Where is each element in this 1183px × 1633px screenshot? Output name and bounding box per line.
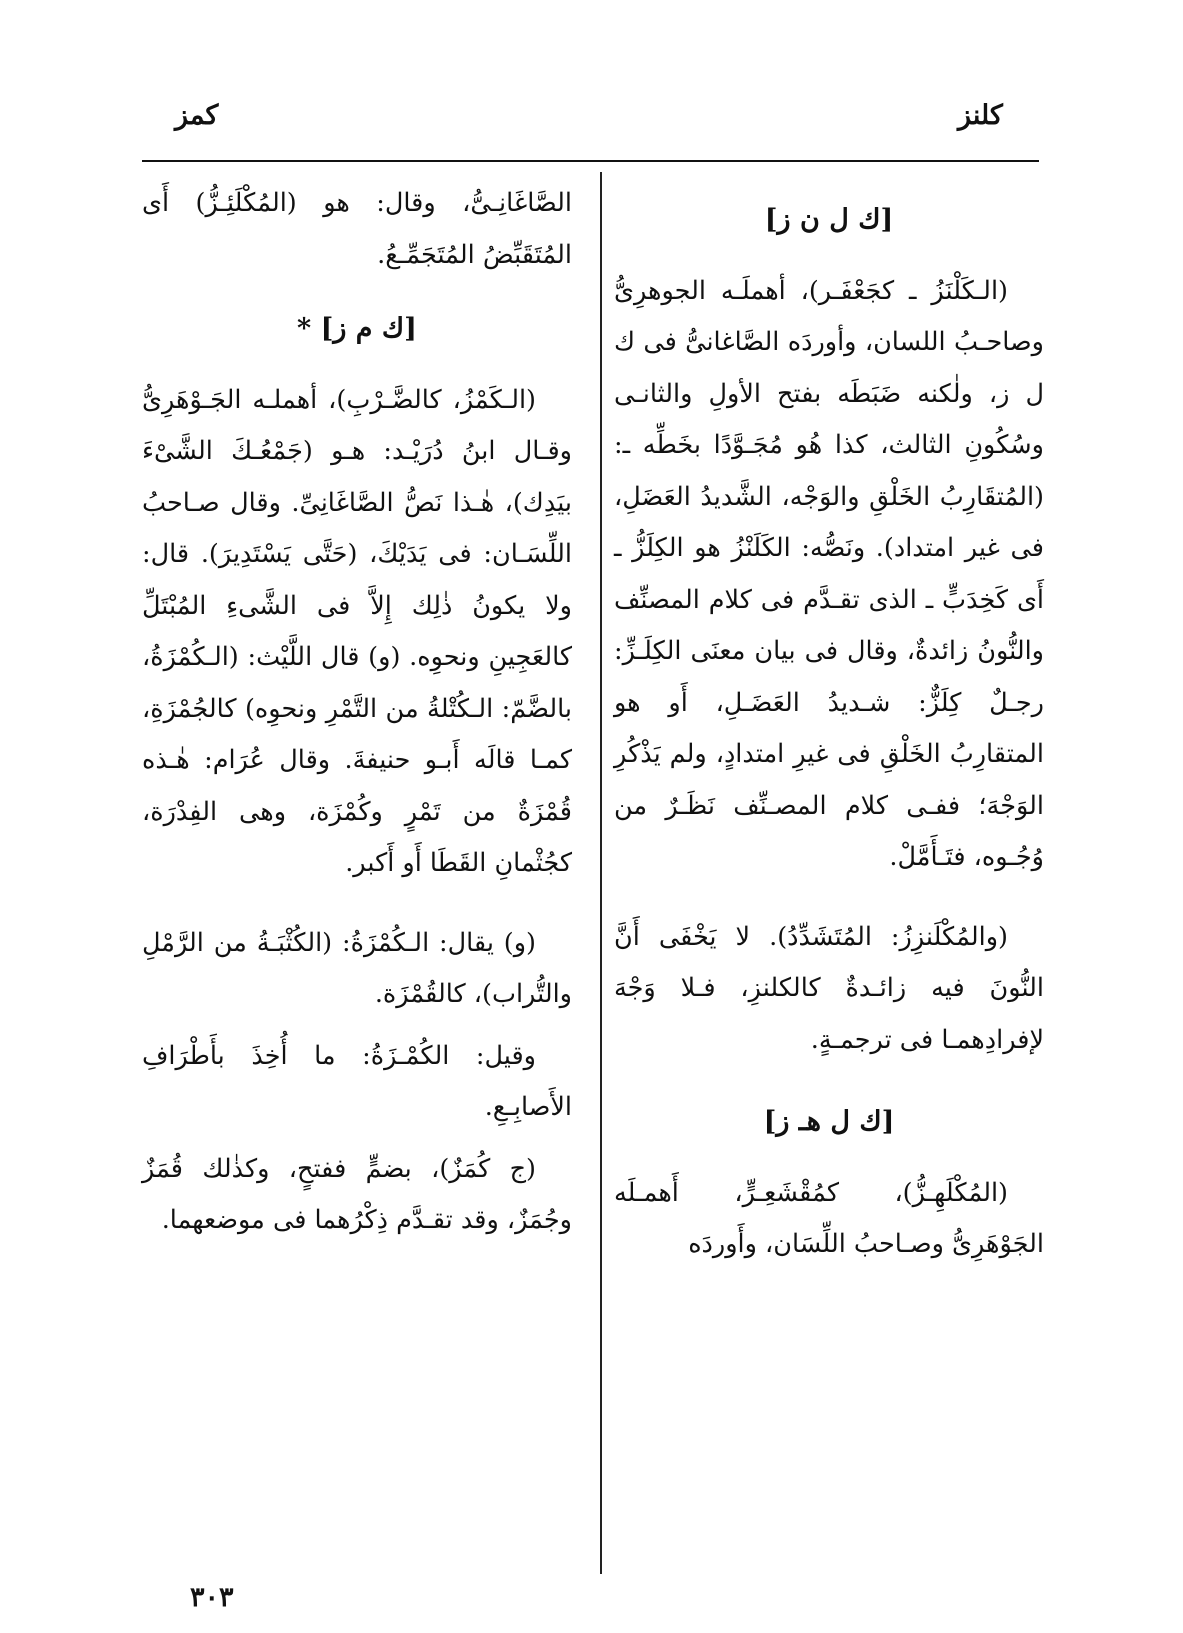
page-number: ٣٠٣ [190,1582,234,1613]
entry-paragraph: (و) يقال: الـكُمْزَةُ: (الكُثْبَـةُ من الرَّمْلِ والتُّراب)، كالقُمْزَة. [142,927,572,1009]
column-divider [600,172,602,1574]
entry-heading-klnz: [ك ل ن ز] [764,204,894,235]
entry-paragraph: (ج كُمَزٌ)، بضمٍّ ففتحٍ، وكذٰلك قُمَزٌ وجُمَزٌ، وقد تقـدَّم ذِكْرُهما فى موضعهما. [142,1153,572,1235]
running-head-right: كلنز [958,100,1003,131]
entry-heading-kmz: [ك م ز] * [297,313,417,344]
entry-paragraph-continued: الصَّاغَانِـىُّ، وقال: هو (المُكْلَئِـزُّ) أَى المُتَقَبِّضُ المُتَجَمِّـعُ. [142,188,572,270]
entry-paragraph: وقيل: الكُمْـزَةُ: ما أُخِذَ بأَطْرَافِ الأَصابِـعِ. [142,1040,572,1122]
entry-paragraph: (والمُكْلَنزِزُ: المُتَشَدِّدُ). لا يَخْفَى أَنَّ النُّونَ فيه زائـدةٌ كالكلنزِ، فـلا وَجْهَ لإفرادِهمـا فى ترجمـةٍ. [614,921,1044,1055]
left-column [142,178,572,1247]
entry-heading-klhz: [ك ل هـ ز] [763,1106,895,1137]
running-head-left: كمز [175,100,219,131]
entry-paragraph: (المُكْلَهِـزُّ)، كمُقْشَعِـرٍّ، أَهمـلَه الجَوْهَرِىُّ وصـاحبُ اللِّسَان، وأَوردَه [614,1177,1044,1259]
right-column [614,178,1044,1271]
entry-paragraph: (الـكَلْنَزُ ـ كجَعْفَـر)، أهملَـه الجوهرِىُّ وصاحـبُ اللسان، وأوردَه الصَّاغانىُّ فى ك ل ز، ولٰكنه ضَبَطَه بفتح الأولِ والثانـى وسُكُونِ الثالث، كذا هُو مُجَـوَّدًا بخَطِّه ـ: (المُتقَارِبُ الخَلْقِ والوَجْه، الشَّديدُ العَضَلِ، فى غير امتداد). ونَصُّه: الكَلَنْزُ هو الكِلَزُّ ـ أَى كَخِدَبٍّ ـ الذى تقـدَّم فى كلام المصنِّف والنُّونُ زائدةٌ، وقال فى بيان معنَى الكِلَـزِّ: رجـلٌ كِلَزٌّ: شـديدُ العَضَـلِ، أَو هو المتقارِبُ الخَلْقِ فى غيرِ امتدادٍ، ولم يَذْكُرِ الوَجْهَ؛ ففـى كلام المصـنِّف نَظَـرٌ من وُجُـوه، فتَـأَمَّلْ. [614,275,1044,872]
entry-paragraph: (الـكَمْزُ، كالضَّـرْبِ)، أهملـه الجَـوْهَرِىُّ وقـال ابنُ دُرَيْـد: هـو (جَمْعُـكَ الشَّىْءَ بيَدِك)، هٰـذا نَصُّ الصَّاغَانِىِّ. وقال صـاحبُ اللِّسَـان: فى يَدَيْكَ، (حَتَّى يَسْتَدِيرَ). قال: ولا يكونُ ذٰلِك إِلاَّ فى الشَّىءِ المُبْتَلِّ كالعَجِينِ ونحوِه. (و) قال اللَّيْث: (الـكُمْزَةُ، بالضَّمّ: الـكُتْلةُ من التَّمْرِ ونحوِه) كالجُمْزَةِ، كمـا قالَه أَبـو حنيفةَ. وقال عُرَام: هٰـذه قُمْزَةٌ من تَمْرٍ وكُمْزَة، وهى الفِدْرَة، كجُثْمانِ القَطَا أَو أَكبر. [142,384,572,878]
header-rule [142,160,1039,162]
